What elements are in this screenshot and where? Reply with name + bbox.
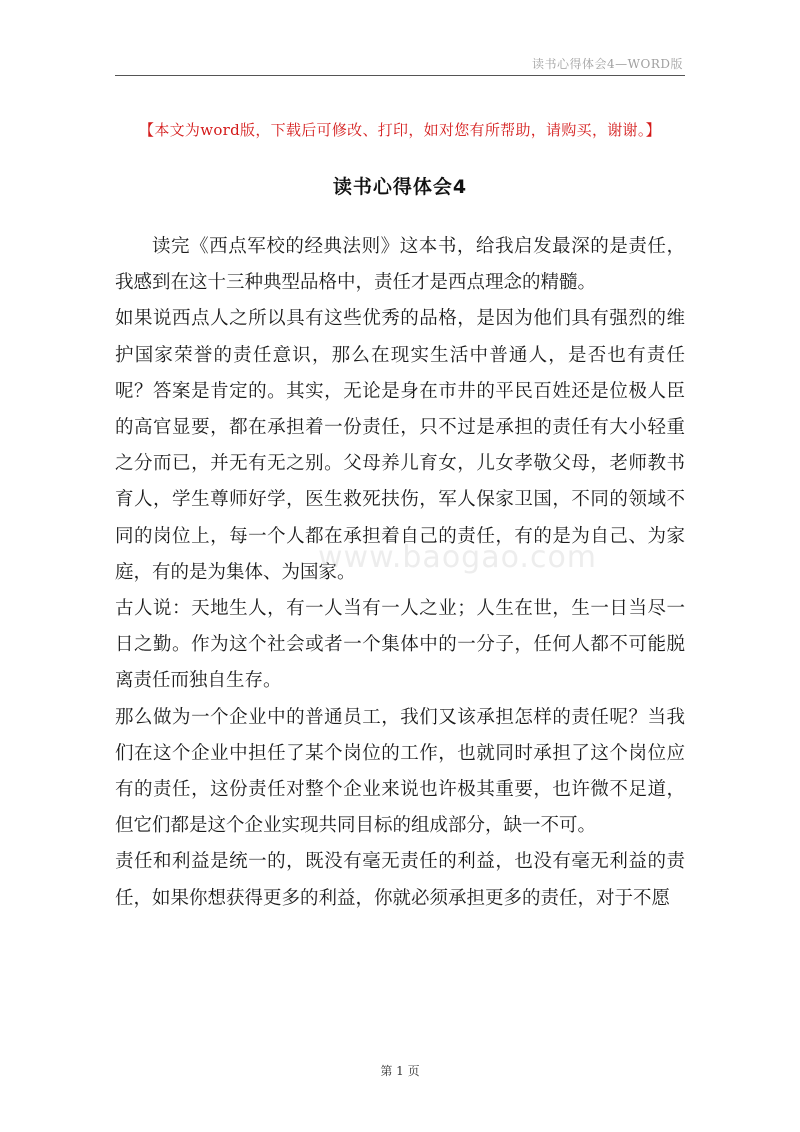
paragraph: 古人说：天地生人，有一人当有一人之业；人生在世，生一日当尽一日之勤。作为这个社会或者一个集体中的一分子，任何人都不可能脱离责任而独自生存。: [115, 598, 685, 692]
purchase-notice: 【本文为word版，下载后可修改、打印，如对您有所帮助，请购买，谢谢。】: [139, 121, 661, 139]
paragraph: 读完《西点军校的经典法则》这本书，给我启发最深的是责任，我感到在这十三种典型品格中，责任才是西点理念的精髓。: [115, 236, 685, 294]
paragraph: 如果说西点人之所以具有这些优秀的品格，是因为他们具有强烈的维护国家荣誉的责任意识，那么在现实生活中普通人，是否也有责任呢？答案是肯定的。其实，无论是身在市井的平民百姓还是位极人臣的高官显要，都在承担着一份责任，只不过是承担的责任有大小轻重之分而已，并无有无之别。父母养儿育女，儿女孝敬父母，老师教书育人，学生尊师好学，医生救死扶伤，军人保家卫国，不同的领域不同的岗位上，每一个人都在承担着自己的责任，有的是为自己、为家庭，有的是为集体、为国家。: [115, 308, 685, 583]
page-number: 第 1 页: [380, 1064, 420, 1078]
paragraph: 那么做为一个企业中的普通员工，我们又该承担怎样的责任呢？当我们在这个企业中担任了某个岗位的工作，也就同时承担了这个岗位应有的责任，这份责任对整个企业来说也许极其重要，也许微不足道，但它们都是这个企业实现共同目标的组成部分，缺一不可。: [115, 706, 685, 837]
running-header: 读书心得体会4—WORD版: [532, 57, 683, 71]
paragraph: 责任和利益是统一的，既没有毫无责任的利益，也没有毫无利益的责任，如果你想获得更多的利益，你就必须承担更多的责任，对于不愿: [115, 851, 685, 909]
document-title: 读书心得体会4: [332, 176, 468, 198]
watermark: www.baogao.com: [318, 540, 598, 575]
header-divider: [115, 75, 685, 76]
document-body: [115, 229, 685, 917]
